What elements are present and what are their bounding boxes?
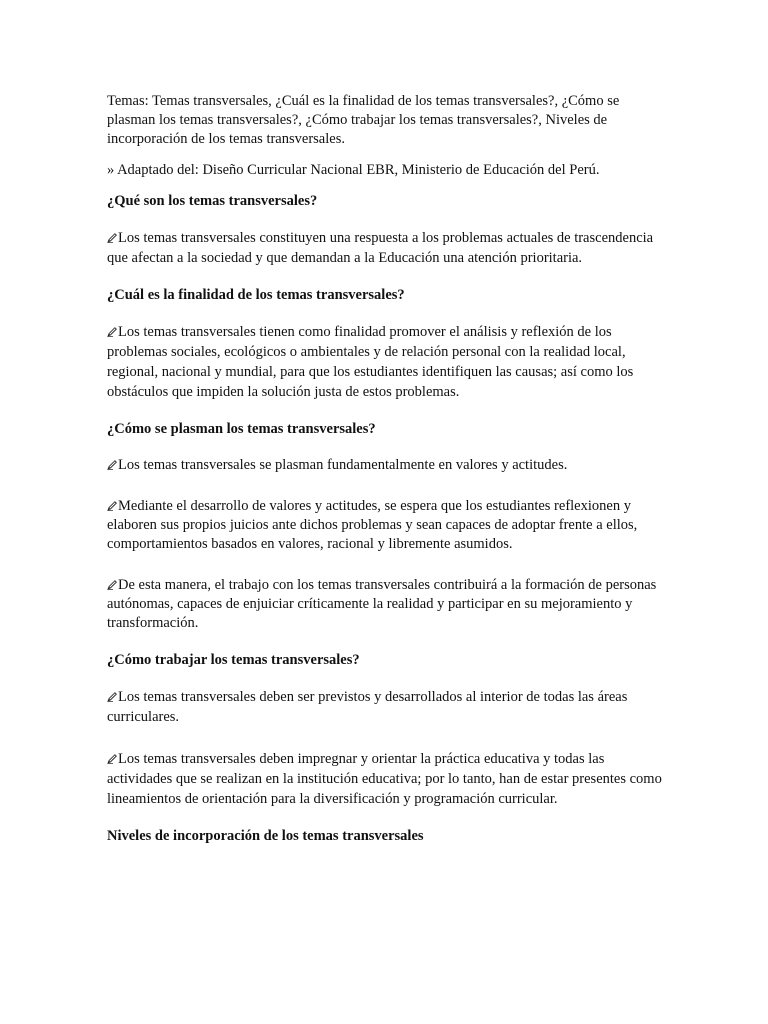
pencil-icon	[107, 500, 118, 511]
pencil-icon	[107, 459, 118, 470]
bullet-paragraph: Mediante el desarrollo de valores y actitudes, se espera que los estudiantes reflexionen y elaboren sus propios juicios ante dichos problemas y sean capaces de adoptar frente a ellos, comportamientos basados en valores, racional y libremente asumidos.	[107, 498, 638, 552]
pencil-icon	[107, 691, 118, 702]
pencil-icon	[107, 326, 118, 337]
document-body	[107, 92, 667, 863]
section-heading: ¿Cómo se plasman los temas transversales?	[107, 421, 376, 437]
section-heading: ¿Cómo trabajar los temas transversales?	[107, 652, 360, 668]
pencil-icon	[107, 753, 118, 764]
bullet-paragraph: Los temas transversales tienen como finalidad promover el análisis y reflexión de los problemas sociales, ecológicos o ambientales y de relación personal con la realidad local, regional, nacional y mundial, para que los estudiantes identifiquen las causas; así como los obstáculos que impiden la solución justa de estos problemas.	[107, 324, 634, 400]
bullet-paragraph: Los temas transversales deben impregnar y orientar la práctica educativa y todas las actividades que se realizan en la institución educativa; por lo tanto, han de estar presentes como lineamientos de orientación para la diversificación y programación curricular.	[107, 751, 662, 807]
intro-paragraph: Temas: Temas transversales, ¿Cuál es la finalidad de los temas transversales?, ¿Cómo se plasman los temas transversales?, ¿Cómo trabajar los temas transversales?, Niveles de incorporación de los temas transversales.	[107, 93, 620, 147]
section-heading: Niveles de incorporación de los temas transversales	[107, 828, 424, 844]
bullet-paragraph: Los temas transversales constituyen una respuesta a los problemas actuales de trascendencia que afectan a la sociedad y que demandan a la Educación una atención prioritaria.	[107, 230, 654, 266]
section-heading: ¿Cuál es la finalidad de los temas transversales?	[107, 287, 405, 303]
source-note: » Adaptado del: Diseño Curricular Nacional EBR, Ministerio de Educación del Perú.	[107, 162, 600, 178]
section-heading: ¿Qué son los temas transversales?	[107, 193, 318, 209]
pencil-icon	[107, 232, 118, 243]
bullet-paragraph: Los temas transversales se plasman fundamentalmente en valores y actitudes.	[107, 456, 667, 475]
pencil-icon	[107, 579, 118, 590]
bullet-paragraph: Los temas transversales deben ser previstos y desarrollados al interior de todas las áreas curriculares.	[107, 689, 628, 725]
bullet-paragraph: De esta manera, el trabajo con los temas transversales contribuirá a la formación de personas autónomas, capaces de enjuiciar críticamente la realidad y participar en su mejoramiento y transformación.	[107, 577, 657, 631]
